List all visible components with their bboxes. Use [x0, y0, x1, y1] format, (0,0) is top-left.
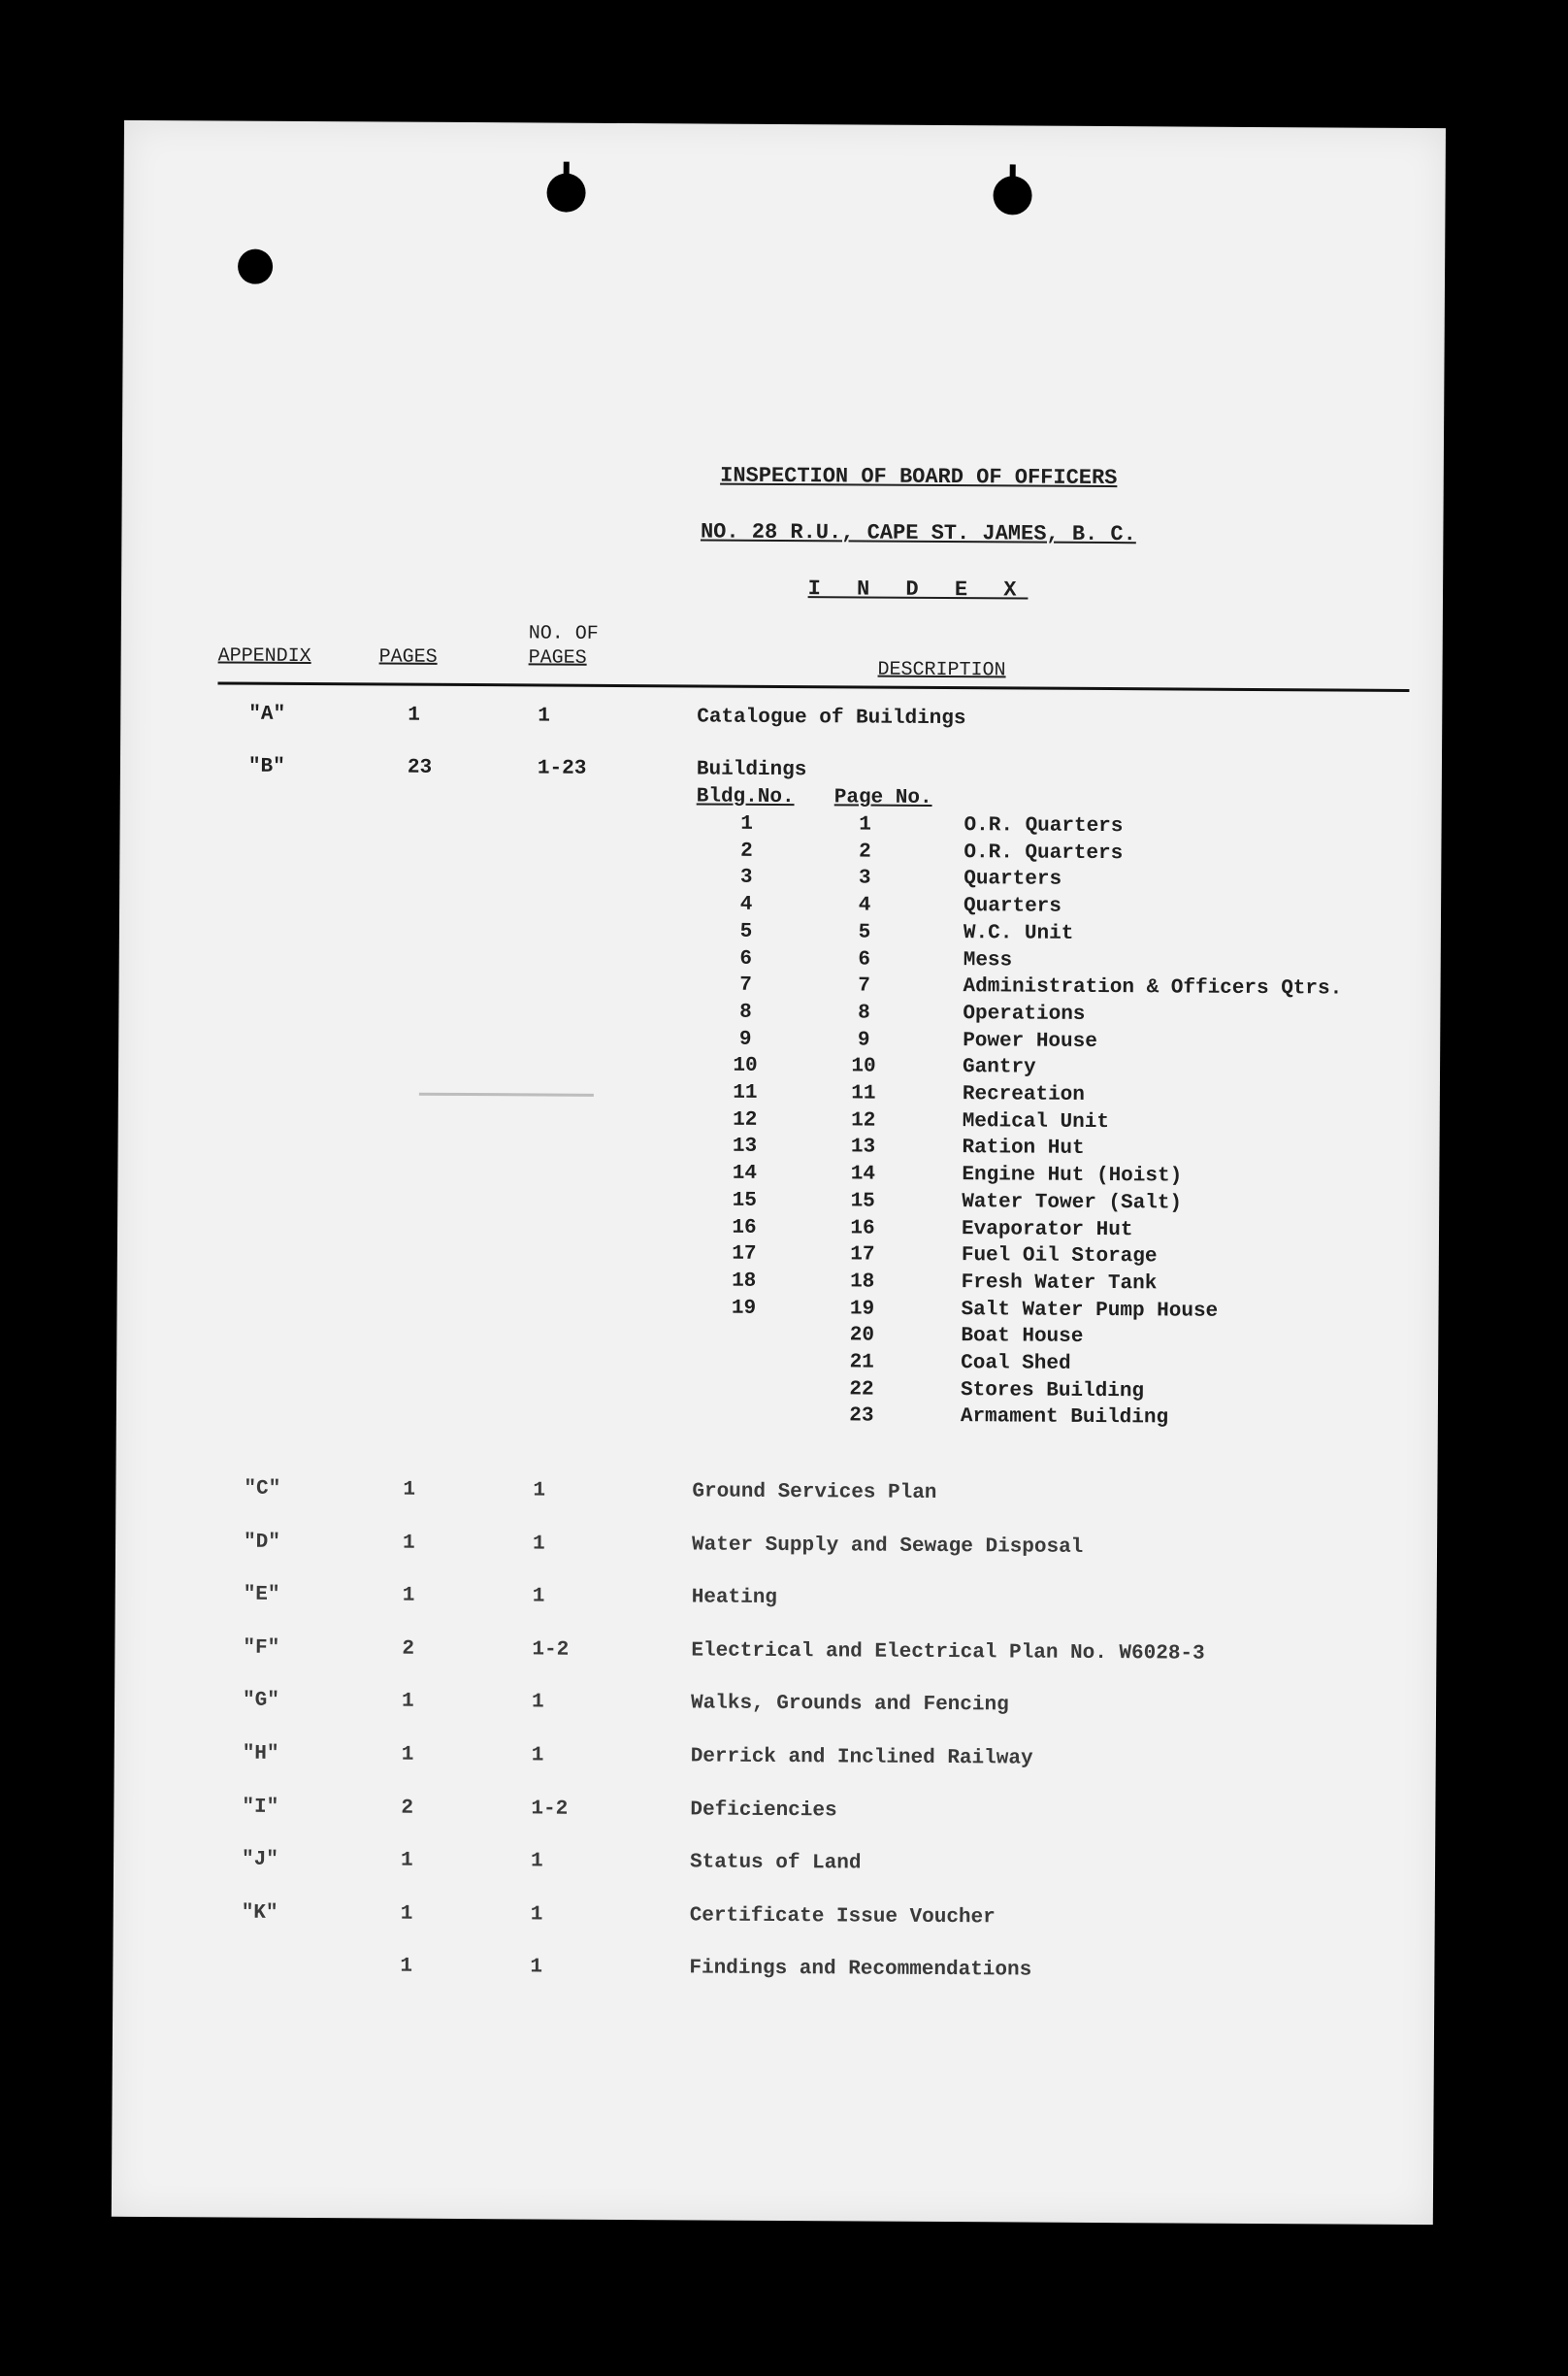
header-rule — [217, 681, 1409, 692]
building-number: 16 — [732, 1216, 757, 1239]
table-row-appendix-a — [120, 703, 1442, 740]
building-page-number: 5 — [858, 921, 871, 944]
pages-count: 2 — [402, 1637, 415, 1661]
building-name: Gantry — [962, 1056, 1036, 1079]
building-number: 8 — [739, 1001, 752, 1024]
pages-count: 23 — [407, 756, 433, 779]
building-number: 14 — [732, 1162, 758, 1185]
building-page-number: 22 — [849, 1378, 874, 1402]
table-row-appendix — [114, 1795, 1435, 1832]
building-name: W.C. Unit — [963, 921, 1074, 945]
table-row-appendix — [114, 1901, 1435, 1938]
appendix-letter: "C" — [244, 1477, 281, 1501]
document-title: INSPECTION OF BOARD OF OFFICERS — [720, 463, 1118, 491]
pages-count: 2 — [401, 1797, 414, 1820]
appendix-letter: "G" — [242, 1690, 279, 1713]
page-range: 1 — [530, 1850, 543, 1873]
bldg-no-header: Bldg.No. — [696, 785, 795, 809]
table-row-appendix — [115, 1477, 1437, 1514]
appendix-description: Buildings — [696, 758, 807, 782]
building-number: 9 — [738, 1028, 752, 1051]
page-range: 1 — [532, 1533, 545, 1556]
building-number: 5 — [739, 920, 753, 943]
building-page-number: 19 — [849, 1298, 875, 1321]
building-page-number: 8 — [858, 1002, 870, 1025]
building-page-number: 7 — [858, 974, 870, 998]
page-range: 1-23 — [537, 757, 587, 780]
building-page-number: 12 — [851, 1109, 876, 1133]
building-name: Stores Building — [960, 1378, 1145, 1402]
page-range: 1-2 — [531, 1798, 569, 1821]
page-range: 1 — [533, 1479, 546, 1502]
punch-hole — [238, 249, 273, 284]
building-name: Engine Hut (Hoist) — [962, 1164, 1183, 1188]
building-name: Ration Hut — [962, 1137, 1085, 1161]
punch-hole-tear — [564, 162, 570, 182]
building-name: Salt Water Pump House — [961, 1298, 1219, 1323]
appendix-letter: "E" — [243, 1583, 280, 1607]
building-name: O.R. Quarters — [964, 841, 1124, 865]
building-name: Recreation — [962, 1083, 1085, 1106]
column-header-no-of-pages: PAGES — [528, 646, 587, 670]
appendix-description: Heating — [691, 1586, 778, 1610]
building-page-number: 17 — [850, 1243, 875, 1267]
page-range: 1 — [530, 1956, 543, 1979]
building-page-number: 23 — [849, 1404, 874, 1428]
building-name: Operations — [963, 1003, 1086, 1026]
appendix-description: Water Supply and Sewage Disposal — [691, 1534, 1084, 1559]
building-page-number: 15 — [850, 1190, 875, 1213]
building-name: Boat House — [961, 1325, 1084, 1349]
building-name: Mess — [963, 948, 1013, 972]
pages-count: 1 — [403, 1478, 416, 1502]
building-number: 2 — [740, 840, 753, 863]
building-page-number: 6 — [858, 947, 871, 972]
appendix-letter: "D" — [243, 1531, 280, 1554]
appendix-letter: "I" — [242, 1796, 279, 1819]
pages-count: 1 — [402, 1584, 415, 1607]
building-number: 3 — [739, 867, 753, 890]
appendix-letter: "J" — [241, 1848, 278, 1872]
pages-count: 1 — [401, 1691, 414, 1714]
appendix-description: Deficiencies — [690, 1798, 837, 1822]
punch-hole-tear — [1010, 164, 1016, 183]
page-range: 1 — [531, 1744, 544, 1767]
building-page-number: 1 — [859, 813, 871, 837]
building-name: Fresh Water Tank — [961, 1271, 1158, 1296]
table-row-appendix — [114, 1689, 1436, 1726]
building-page-number: 4 — [858, 894, 871, 917]
document-page — [112, 120, 1446, 2225]
building-number: 7 — [739, 974, 752, 997]
building-number: 17 — [732, 1242, 757, 1267]
appendix-description: Ground Services Plan — [692, 1480, 937, 1504]
appendix-description: Status of Land — [689, 1851, 862, 1875]
building-page-number: 11 — [851, 1082, 876, 1106]
appendix-description: Walks, Grounds and Fencing — [690, 1692, 1009, 1717]
page-range: 1-2 — [532, 1638, 570, 1662]
pages-count: 1 — [400, 1849, 413, 1872]
building-number: 15 — [732, 1189, 757, 1212]
building-name: Quarters — [964, 868, 1062, 892]
building-name: O.R. Quarters — [964, 814, 1124, 839]
document-subtitle: NO. 28 R.U., CAPE ST. JAMES, B. C. — [700, 519, 1136, 547]
page-range: 1 — [538, 705, 550, 728]
appendix-letter: "F" — [243, 1636, 280, 1660]
building-name: Medical Unit — [962, 1109, 1110, 1134]
building-name: Armament Building — [960, 1405, 1169, 1430]
appendix-description: Electrical and Electrical Plan No. W6028-3 — [691, 1639, 1205, 1666]
table-row-appendix — [114, 1848, 1435, 1885]
building-page-number: 10 — [851, 1055, 876, 1078]
building-number: 10 — [733, 1054, 758, 1078]
building-page-number: 21 — [849, 1351, 874, 1374]
pages-count: 1 — [402, 1532, 415, 1555]
pages-count: 1 — [400, 1902, 413, 1926]
building-page-number: 20 — [849, 1324, 875, 1347]
building-number: 4 — [739, 893, 753, 916]
building-page-number: 18 — [850, 1270, 875, 1294]
appendix-description: Findings and Recommendations — [689, 1957, 1032, 1982]
building-number: 18 — [732, 1270, 757, 1293]
pages-count: 1 — [408, 704, 420, 727]
column-header-appendix: APPENDIX — [217, 644, 311, 669]
building-page-number: 3 — [858, 867, 871, 890]
page-range: 1 — [532, 1585, 545, 1608]
building-name: Water Tower (Salt) — [962, 1190, 1183, 1215]
appendix-letter: "H" — [242, 1742, 279, 1766]
column-header-description: DESCRIPTION — [877, 658, 1006, 682]
index-heading: I N D E X — [807, 577, 1029, 603]
building-name: Fuel Oil Storage — [961, 1244, 1158, 1269]
table-row-appendix — [114, 1742, 1436, 1779]
building-page-number: 14 — [850, 1163, 876, 1186]
building-name: Coal Shed — [961, 1352, 1071, 1375]
appendix-description: Derrick and Inclined Railway — [690, 1745, 1033, 1770]
building-number: 1 — [740, 812, 753, 836]
appendix-letter: "K" — [241, 1901, 278, 1925]
building-number: 13 — [732, 1136, 758, 1159]
table-row-appendix — [114, 1636, 1436, 1673]
building-name: Administration & Officers Qtrs. — [963, 975, 1343, 1001]
building-number: 6 — [739, 947, 753, 971]
building-name: Power House — [963, 1029, 1097, 1053]
building-number: 12 — [733, 1108, 758, 1132]
pages-count: 1 — [401, 1743, 414, 1766]
page-range: 1 — [530, 1903, 543, 1927]
appendix-description: Certificate Issue Voucher — [689, 1904, 996, 1930]
appendix-letter: "B" — [247, 755, 285, 778]
building-page-number: 2 — [859, 841, 871, 864]
column-header-pages: PAGES — [378, 645, 438, 669]
building-number: 11 — [733, 1081, 758, 1105]
column-header-no-of: NO. OF — [528, 622, 599, 645]
page-range: 1 — [531, 1691, 544, 1714]
pages-count: 1 — [400, 1956, 413, 1979]
table-row-appendix — [115, 1530, 1437, 1567]
building-name: Quarters — [964, 895, 1062, 918]
appendix-description: Catalogue of Buildings — [697, 706, 966, 731]
page-no-header: Page No. — [833, 786, 932, 809]
building-page-number: 13 — [850, 1136, 876, 1159]
table-row-appendix — [115, 1583, 1437, 1620]
building-page-number: 16 — [850, 1216, 875, 1240]
building-number: 19 — [731, 1297, 757, 1320]
building-page-number: 9 — [857, 1029, 870, 1052]
table-row-appendix — [113, 1954, 1434, 1991]
building-name: Evaporator Hut — [961, 1217, 1133, 1241]
appendix-letter: "A" — [248, 703, 286, 726]
